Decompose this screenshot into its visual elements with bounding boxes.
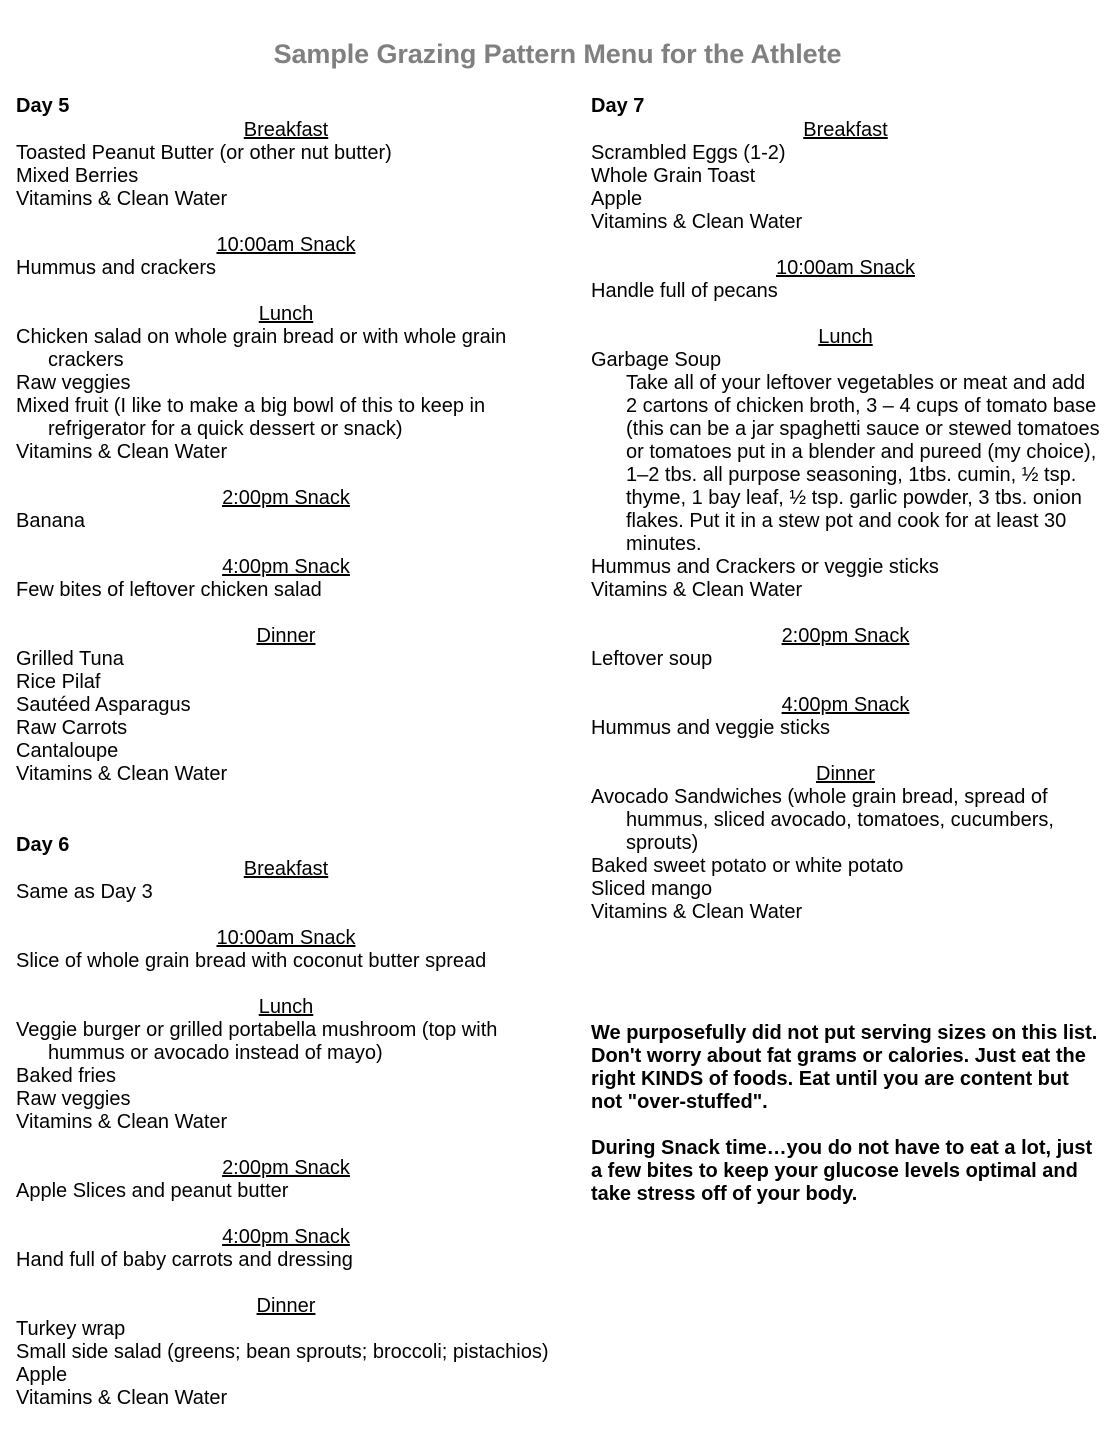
meal-group [16, 1295, 556, 1410]
meal-group [16, 303, 556, 464]
meal-heading: Breakfast [243, 858, 329, 880]
list-item: Vitamins & Clean Water [16, 441, 228, 463]
list-item: Scrambled Eggs (1-2) [591, 142, 786, 164]
list-item: Hand full of baby carrots and dressing [16, 1249, 353, 1271]
meal-heading: 4:00pm Snack [222, 1226, 350, 1248]
recipe-instructions: Take all of your leftover vegetables or meat and add 2 cartons of chicken broth, 3 – 4 cups of tomato base (this can be a jar spaghetti sauce or stewed tomatoes or tomatoes put in a blender and pureed (my choice), 1–2 tbs. all purpose seasoning, 1tbs. cumin, ½ tsp. thyme, 1 bay leaf, ½ tsp. garlic powder, 3 tbs. onion flakes. Put it in a stew pot and cook for at least 30 minutes. [626, 372, 1100, 555]
meal-group [16, 234, 556, 280]
list-item: Mixed fruit (I like to make a big bowl of this to keep in refrigerator for a quick dessert or snack) [16, 395, 486, 440]
menu-column-left [16, 95, 556, 1410]
meal-item-list [591, 786, 1100, 924]
list-item: Leftover soup [591, 648, 713, 670]
meal-heading: Lunch [258, 996, 314, 1018]
list-item: Same as Day 3 [16, 881, 153, 903]
meal-group [591, 326, 1100, 602]
meal-item-list [16, 326, 556, 464]
day-heading: Day 6 [16, 834, 70, 856]
day-block-day-7 [591, 95, 1100, 924]
meal-group [16, 858, 556, 904]
meal-item-list [16, 142, 556, 211]
list-item: Sautéed Asparagus [16, 694, 191, 716]
page-title: Sample Grazing Pattern Menu for the Athlete [273, 39, 842, 70]
meal-group [16, 1157, 556, 1203]
meal-heading: 10:00am Snack [216, 234, 356, 256]
list-item: Mixed Berries [16, 165, 139, 187]
meal-group [591, 694, 1100, 740]
meal-item-list [16, 1318, 556, 1410]
list-item: Vitamins & Clean Water [591, 211, 803, 233]
meal-item-list [591, 280, 1100, 303]
list-item: Apple Slices and peanut butter [16, 1180, 289, 1202]
meal-group [591, 625, 1100, 671]
list-item: Vitamins & Clean Water [16, 1387, 228, 1409]
meal-item-list [591, 142, 1100, 234]
meal-heading: Dinner [256, 625, 316, 647]
meal-item-list [16, 1019, 556, 1134]
meal-heading: 4:00pm Snack [222, 556, 350, 578]
list-item: Hummus and veggie sticks [591, 717, 830, 739]
list-item: Small side salad (greens; bean sprouts; broccoli; pistachios) [16, 1341, 549, 1363]
meal-heading: Lunch [258, 303, 314, 325]
meal-heading: 10:00am Snack [776, 257, 915, 279]
day-heading: Day 7 [591, 95, 645, 117]
meal-group [16, 487, 556, 533]
meal-heading: Breakfast [803, 119, 888, 141]
list-item: Chicken salad on whole grain bread or with whole grain crackers [16, 326, 507, 371]
list-item: Garbage Soup [591, 349, 722, 371]
meal-item-list [16, 950, 556, 973]
list-item: Baked sweet potato or white potato [591, 855, 904, 877]
list-item: Vitamins & Clean Water [591, 901, 803, 923]
list-item: Few bites of leftover chicken salad [16, 579, 322, 601]
menu-column-right [591, 95, 1100, 924]
meal-heading: 2:00pm Snack [781, 625, 910, 647]
list-item: Raw veggies [16, 372, 131, 394]
meal-heading: Breakfast [243, 119, 329, 141]
list-item: Baked fries [16, 1065, 117, 1087]
meal-item-list [591, 349, 1100, 372]
day-block-day-5 [16, 95, 556, 786]
meal-heading: 10:00am Snack [216, 927, 356, 949]
list-item: Vitamins & Clean Water [16, 188, 228, 210]
meal-heading: Dinner [816, 763, 875, 785]
note-paragraph: During Snack time…you do not have to eat a lot, just a few bites to keep your glucose levels optimal and take stress off of your body. [591, 1137, 1093, 1205]
list-item: Turkey wrap [16, 1318, 126, 1340]
meal-item-list [591, 648, 1100, 671]
meal-item-list [16, 257, 556, 280]
day-heading: Day 5 [16, 95, 70, 117]
meal-item-list [16, 1249, 556, 1272]
list-item: Rice Pilaf [16, 671, 101, 693]
meal-group [16, 996, 556, 1134]
meal-item-list [16, 579, 556, 602]
list-item: Banana [16, 510, 85, 532]
list-item: Hummus and crackers [16, 257, 217, 279]
meal-group [591, 119, 1100, 234]
notes-section [591, 1022, 1100, 1206]
meal-group [591, 763, 1100, 924]
meal-heading: 4:00pm Snack [781, 694, 910, 716]
list-item: Vitamins & Clean Water [16, 1111, 228, 1133]
meal-item-list [591, 556, 1100, 602]
list-item: Handle full of pecans [591, 280, 778, 302]
list-item: Avocado Sandwiches (whole grain bread, spread of hummus, sliced avocado, tomatoes, cucumbers, sprouts) [591, 786, 1054, 854]
meal-heading: 2:00pm Snack [222, 1157, 350, 1179]
meal-group [16, 1226, 556, 1272]
note-paragraph: We purposefully did not put serving sizes on this list. Don't worry about fat grams or calories. Just eat the right KINDS of foods. Eat until you are content but not "over-stuffed". [591, 1022, 1098, 1113]
list-item: Raw veggies [16, 1088, 131, 1110]
list-item: Apple [591, 188, 643, 210]
meal-item-list [591, 717, 1100, 740]
list-item: Whole Grain Toast [591, 165, 756, 187]
meal-group [16, 119, 556, 211]
list-item: Grilled Tuna [16, 648, 124, 670]
list-item: Veggie burger or grilled portabella mushroom (top with hummus or avocado instead of mayo) [16, 1019, 498, 1064]
meal-group [16, 625, 556, 786]
list-item: Hummus and Crackers or veggie sticks [591, 556, 939, 578]
list-item: Apple [16, 1364, 68, 1386]
meal-item-list [16, 1180, 556, 1203]
meal-item-list [16, 648, 556, 786]
meal-item-list [16, 881, 556, 904]
list-item: Sliced mango [591, 878, 713, 900]
list-item: Toasted Peanut Butter (or other nut butter) [16, 142, 392, 164]
meal-group [16, 927, 556, 973]
list-item: Vitamins & Clean Water [591, 579, 803, 601]
meal-heading: Dinner [256, 1295, 316, 1317]
meal-item-list [16, 510, 556, 533]
list-item: Raw Carrots [16, 717, 128, 739]
list-item: Cantaloupe [16, 740, 119, 762]
day-block-day-6 [16, 834, 556, 1410]
meal-group [591, 257, 1100, 303]
meal-heading: 2:00pm Snack [222, 487, 350, 509]
meal-group [16, 556, 556, 602]
list-item: Vitamins & Clean Water [16, 763, 228, 785]
list-item: Slice of whole grain bread with coconut butter spread [16, 950, 487, 972]
meal-heading: Lunch [818, 326, 873, 348]
